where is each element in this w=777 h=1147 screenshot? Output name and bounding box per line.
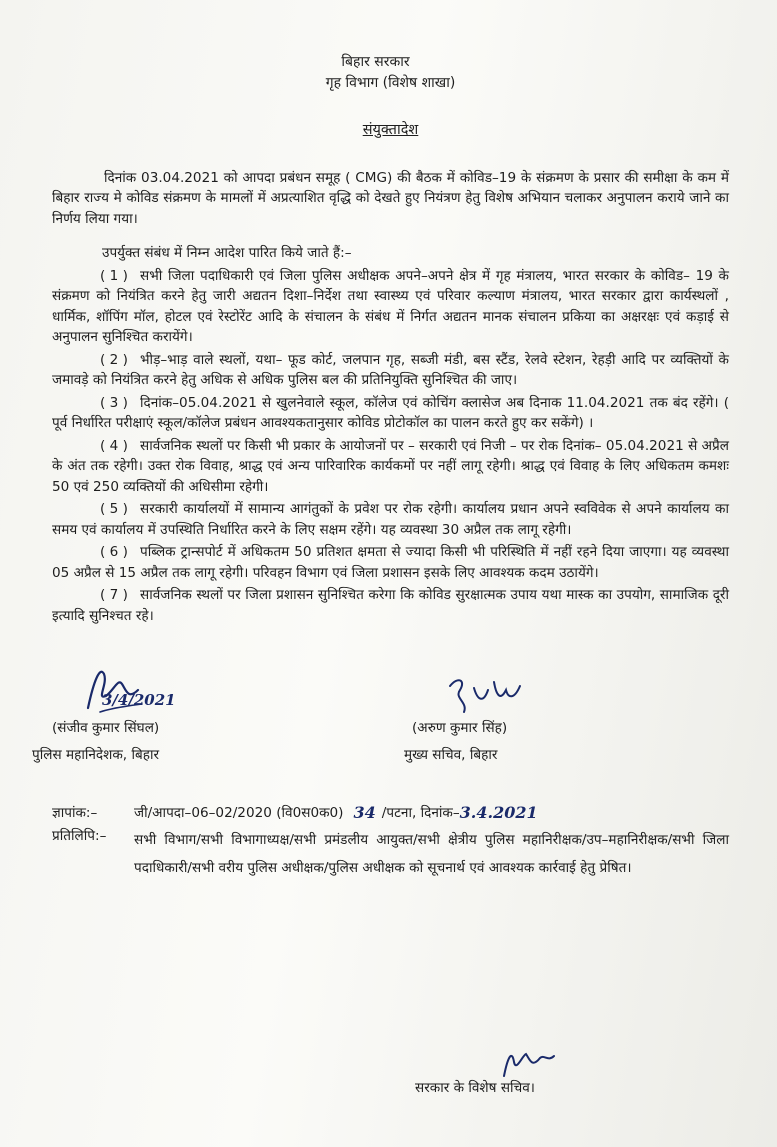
item-number: ( 6 )	[100, 544, 128, 560]
chief-secretary-designation: मुख्य सचिव, बिहार	[404, 747, 498, 763]
order-title	[52, 120, 729, 141]
copy-recipients: सभी विभाग/सभी विभागाध्यक्ष/सभी प्रमंडलीय आयुक्त/सभी क्षेत्रीय पुलिस महानिरीक्षक/उप–महानिरीक्षक/सभी जिला पदाधिकारी/सभी वरीय पुलिस अधीक्षक/पुलिस अधीक्षक को सूचनार्थ एवं आवश्यक कार्रवाई हेतु प्रेषित।	[134, 831, 729, 876]
copy-to-section	[52, 826, 729, 882]
letterhead	[52, 52, 729, 94]
order-item	[52, 350, 729, 391]
intro-paragraph: दिनांक 03.04.2021 को आपदा प्रबंधन समूह ( CMG) की बैठक में कोविड–19 के संक्रमण के प्रसार की समीक्षा के कम में बिहार राज्य मे कोविड संक्रमण के मामलों में अप्रत्याशित वृद्धि को देखते हुए नियंत्रण हेतु विशेष अभियान चलाकर अनुपालन कराये जाने का निर्णय लिया गया।	[52, 169, 729, 227]
dgp-designation: पुलिस महानिदेशक, बिहार	[32, 747, 160, 763]
item-number: ( 1 )	[100, 267, 128, 284]
item-text: सभी जिला पदाधिकारी एवं जिला पुलिस अधीक्षक अपने–अपने क्षेत्र में गृह मंत्रालय, भारत सरकार के कोविड– 19 के संक्रमण को नियंत्रित करने हेतु जारी अद्यतन दिशा–निर्देश तथा स्वास्थ्य एवं परिवार कल्याण मंत्रालय, भारत सरकार द्वारा कार्यस्थलों , धार्मिक, शॉपिंग मॉल, होटल एवं रेस्टोरेंट आदि के संचालन के संबंध में निर्गत अद्यतन मानक संचालन प्रकिया का अक्षरक्षः एवं कड़ाई से अनुपालन सुनिश्चित करायेंगे।	[52, 267, 729, 345]
order-item	[52, 266, 729, 348]
memo-label: ज्ञापांक:–	[52, 805, 98, 821]
memo-place-date-label: /पटना, दिनांक–	[381, 805, 460, 821]
order-item	[52, 436, 729, 498]
item-text: भीड़–भाड़ वाले स्थलों, यथा– फूड कोर्ट, जलपान गृह, सब्जी मंडी, बस स्टैंड, रेलवे स्टेशन, रेहड़ी आदि पर व्यक्तियों के जमावड़े को नियंत्रित करने हेतु अधिक से अधिक पुलिस बल की प्रतिनियुक्ति सुनिश्चित की जाए।	[52, 351, 729, 388]
item-number: ( 7 )	[100, 587, 128, 603]
department-name: गृह विभाग (विशेष शाखा)	[325, 75, 456, 91]
memo-number-prefix: जी/आपदा–06–02/2020 (वि0स0क0)	[134, 805, 344, 821]
memo-handwritten-number: 34	[353, 803, 376, 822]
sub-intro-paragraph: उपर्युक्त संबंध में निम्न आदेश पारित किये जाते हैं:–	[102, 245, 352, 261]
item-text: पब्लिक ट्रान्सपोर्ट में अधिकतम 50 प्रतिशत क्षमता से ज्यादा किसी भी परिस्थिति में नहीं रहने दिया जाएगा। यह व्यवस्था 05 अप्रैल से 15 अप्रैल तक लागू रहेगी। परिवहन विभाग एवं जिला प्रशासन इसके लिए आवश्यक कदम उठायेंगे।	[52, 544, 729, 581]
memo-line	[52, 803, 729, 824]
chief-secretary-signature-scribble	[444, 672, 534, 722]
item-text: सरकारी कार्यालयों में सामान्य आगंतुकों के प्रवेश पर रोक रहेगी। कार्यालय प्रधान अपने स्वविवेक से अपने कार्यालय का समय एवं कार्यालय में उपस्थिति निर्धारित करने के लिए सक्षम रहेंगे। यह व्यवस्था 30 अप्रैल तक लागू रहेगी।	[52, 501, 729, 538]
order-item	[52, 585, 729, 626]
item-number: ( 3 )	[100, 394, 128, 411]
government-name: बिहार सरकार	[341, 54, 410, 70]
item-number: ( 4 )	[100, 437, 128, 454]
order-item	[52, 542, 729, 583]
chief-secretary-name: (अरुण कुमार सिंह)	[412, 720, 508, 736]
memo-handwritten-date: 3.4.2021	[459, 803, 538, 822]
signature-block	[32, 660, 729, 795]
copy-label: प्रतिलिपि:–	[52, 827, 107, 844]
special-secretary-closing: सरकार के विशेष सचिव।	[415, 1080, 535, 1096]
item-text: सार्वजनिक स्थलों पर जिला प्रशासन सुनिश्चित करेगा कि कोविड सुरक्षात्मक उपाय यथा मास्क का उपयोग, सामाजिक दूरी इत्यादि सुनिश्चत रहे।	[52, 587, 729, 624]
order-item	[52, 499, 729, 540]
item-number: ( 5 )	[100, 501, 128, 517]
item-number: ( 2 )	[100, 351, 128, 368]
item-text: दिनांक–05.04.2021 से खुलनेवाले स्कूल, कॉलेज एवं कोचिंग क्लासेज अब दिनाक 11.04.2021 तक बंद रहेंगे। ( पूर्व निर्धारित परीक्षाएं स्कूल/कॉलेज प्रबंधन आवश्यकतानुसार कोविड प्रोटोकॉल का पालन करते हुए कर सकेंगे) ।	[52, 394, 729, 431]
order-title-text: संयुक्तादेश	[362, 122, 419, 138]
order-item	[52, 393, 729, 434]
item-text: सार्वजनिक स्थलों पर किसी भी प्रकार के आयोजनों पर – सरकारी एवं निजी – पर रोक दिनांक– 05.04.2021 से अप्रैल के अंत तक रहेगी। उक्त रोक विवाह, श्राद्ध एवं अन्य पारिवारिक कार्यकमों पर नहीं लागू रहेगी। श्राद्ध एवं विवाह के लिए अधिकतम कमशः 50 एवं 250 व्यक्तियों की अधिसीमा रहेगी।	[52, 437, 730, 495]
order-items	[52, 266, 729, 627]
dgp-name: (संजीव कुमार सिंघल)	[52, 720, 160, 736]
dgp-handwritten-date: 3/4/2021	[102, 691, 176, 709]
